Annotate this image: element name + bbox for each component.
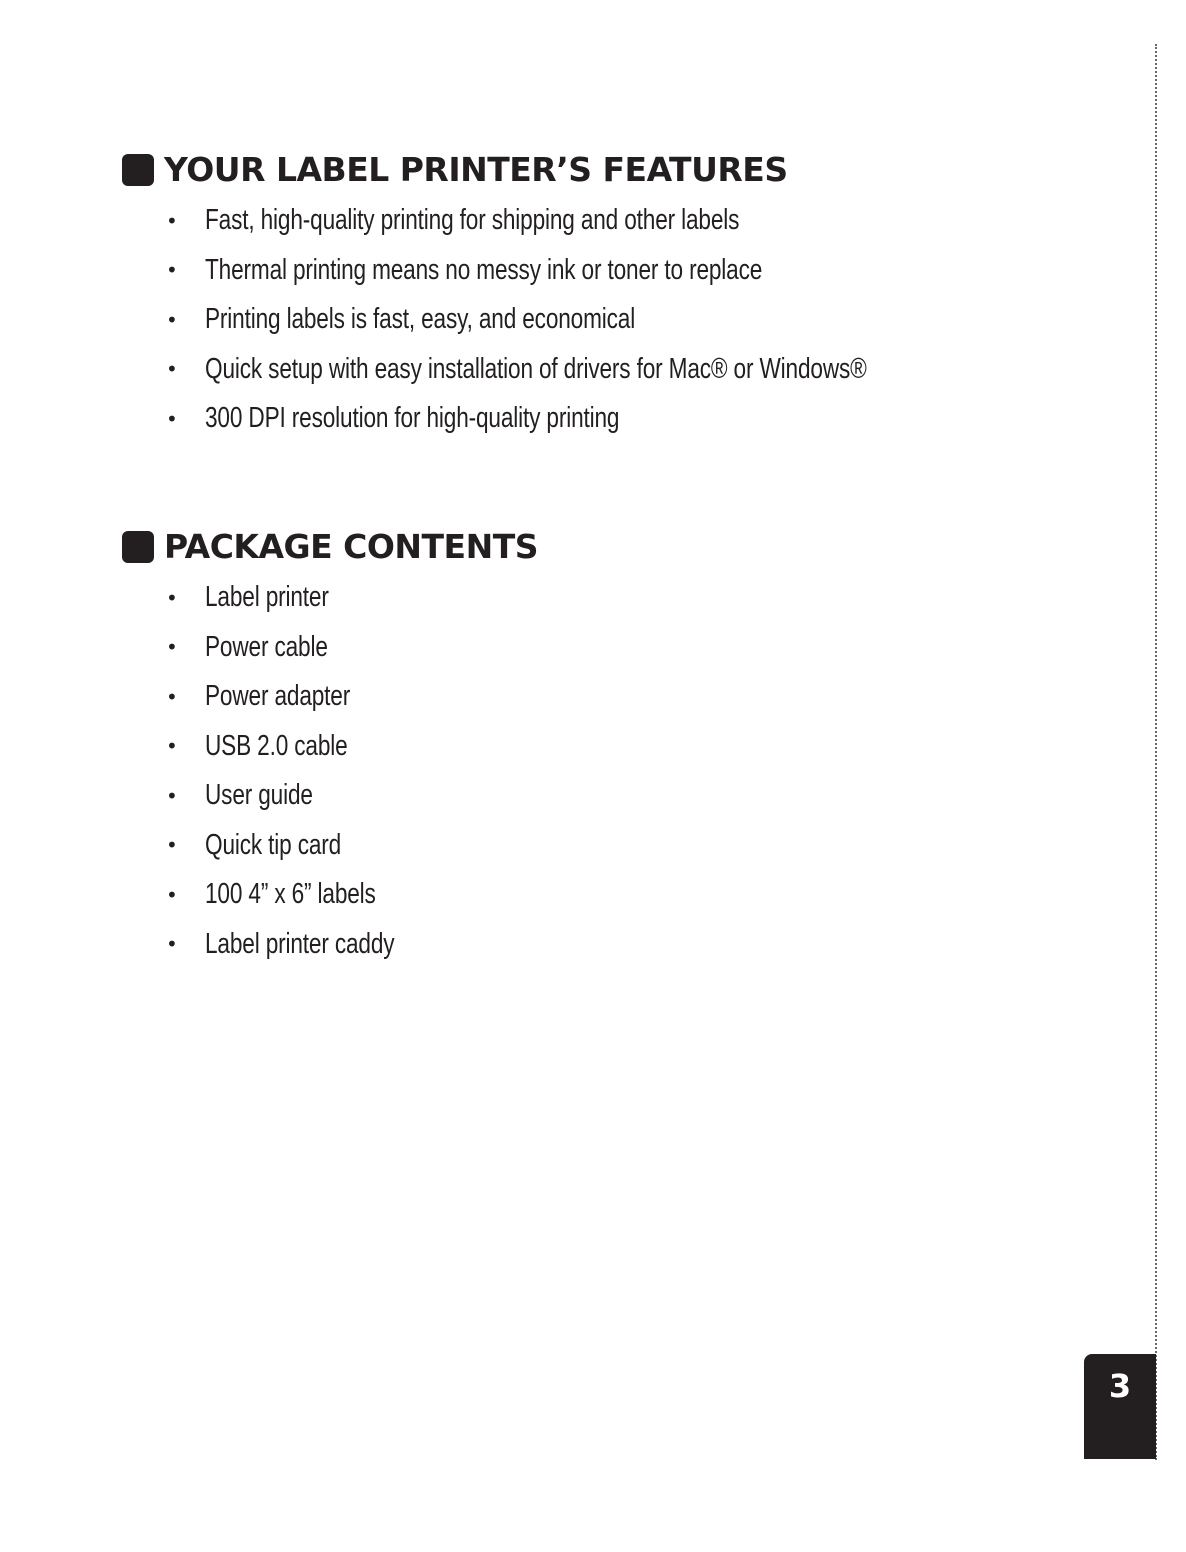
list-item-text: Printing labels is fast, easy, and economical [205,303,636,336]
list-item [122,920,538,970]
list-item-text: Fast, high-quality printing for shipping and other labels [205,204,740,237]
list-item-text: Thermal printing means no messy ink or toner to replace [205,253,763,286]
list-item-text: Label printer [205,581,329,614]
features-heading [122,150,1053,190]
features-list [122,196,1053,444]
list-item [122,246,1053,296]
list-item [122,196,1053,246]
bullet-icon: • [166,684,178,709]
package-contents-list [122,573,538,969]
list-item-text: Power cable [205,630,328,663]
bullet-icon: • [166,635,178,660]
list-item [122,345,1053,395]
list-item [122,573,538,623]
bullet-icon: • [166,882,178,907]
list-item-text: Label printer caddy [205,927,395,960]
list-item [122,821,538,871]
list-item [122,771,538,821]
list-item [122,870,538,920]
bullet-icon: • [166,783,178,808]
square-bullet-icon [122,531,154,563]
list-item [122,672,538,722]
bullet-icon: • [166,208,178,233]
bullet-icon: • [166,833,178,858]
square-bullet-icon [122,154,154,186]
package-contents-section [122,527,538,969]
package-contents-heading [122,527,538,567]
bullet-icon: • [166,734,178,759]
features-section [122,150,1053,444]
list-item [122,295,1053,345]
bullet-icon: • [166,585,178,610]
list-item [122,394,1053,444]
list-item-text: USB 2.0 cable [205,729,348,762]
list-item-text: User guide [205,779,313,812]
bullet-icon: • [166,932,178,957]
page-number: 3 [1108,1367,1132,1405]
features-heading-text: YOUR LABEL PRINTER’S FEATURES [164,150,788,189]
bullet-icon: • [166,258,178,283]
list-item-text: 300 DPI resolution for high-quality printing [205,402,620,435]
page-number-tab [1084,1354,1156,1459]
bullet-icon: • [166,307,178,332]
page-edge-dotted-line [1155,44,1157,1460]
list-item-text: Power adapter [205,680,351,713]
package-contents-heading-text: PACKAGE CONTENTS [164,527,538,566]
list-item-text: Quick setup with easy installation of drivers for Mac® or Windows® [205,352,867,385]
bullet-icon: • [166,406,178,431]
list-item-text: Quick tip card [205,828,342,861]
bullet-icon: • [166,357,178,382]
list-item [122,722,538,772]
list-item [122,623,538,673]
list-item-text: 100 4” x 6” labels [205,878,376,911]
